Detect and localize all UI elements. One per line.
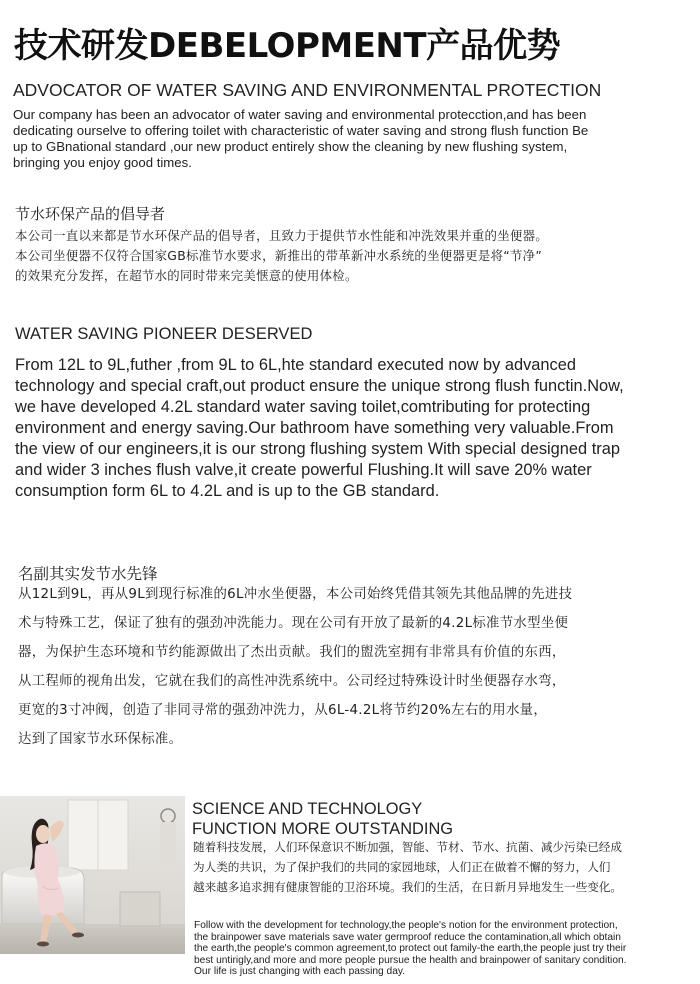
pioneer-en-line: technology and special craft,out product ensure the unique strong flush functin.Now, — [15, 377, 624, 395]
pioneer-cn-line: 达到了国家节水环保标准。 — [18, 732, 183, 747]
advocate-cn-heading: 节水环保产品的倡导者 — [15, 205, 166, 223]
page-title: 技术研发DEBELOPMENT产品优势 — [14, 26, 561, 66]
pioneer-cn-paragraph — [18, 580, 572, 754]
pioneer-cn-line: 更宽的3寸冲阀，创造了非同寻常的强劲冲洗力，从6L-4.2L将节约20%左右的用水量， — [18, 703, 548, 718]
advocate-cn-line: 本公司坐便器不仅符合国家GB标准节水要求，新推出的带革新冲水系统的坐便器更是将“节净” — [15, 248, 543, 263]
bathroom-photo — [0, 796, 185, 954]
pioneer-en-line: environment and energy saving.Our bathroom have something very valuable.From — [15, 419, 614, 437]
intro-en-line: up to GBnational standard ,our new product entirely show the cleaning by new flushing system, — [13, 139, 568, 154]
science-cn-line: 随着科技发展，人们环保意识不断加强，智能、节材、节水、抗菌、减少污染已经成 — [193, 840, 622, 854]
pioneer-en-paragraph — [15, 355, 624, 502]
science-en-line: the brainpower save materials save water germproof reduce the contamination,all which obtain — [194, 931, 621, 943]
page-subtitle: ADVOCATOR OF WATER SAVING AND ENVIRONMENTAL PROTECTION — [13, 80, 602, 100]
science-heading-line: FUNCTION MORE OUTSTANDING — [192, 820, 454, 838]
pioneer-cn-line: 器，为保护生态环境和节约能源做出了杰出贡献。我们的盥洗室拥有非常具有价值的东西， — [18, 645, 566, 660]
pioneer-cn-line: 从工程师的视角出发，它就在我们的高性冲洗系统中。公司经过特殊设计时坐便器存水弯， — [18, 674, 566, 689]
advocate-cn-paragraph — [15, 226, 548, 286]
science-cn-line: 越来越多追求拥有健康智能的卫浴环境。我们的生活，在日新月异地发生一些变化。 — [193, 880, 622, 894]
science-en-line: Follow with the development for technology,the people's notion for the environment protection, — [194, 920, 618, 931]
intro-en-line: dedicating ourselve to offering toilet with characteristic of water saving and strong flush function Be — [13, 123, 589, 138]
bathroom-illustration — [0, 796, 185, 954]
science-en-line: the earth,the people's common agreement,to protect out family-the earth,the people just try their — [194, 943, 627, 955]
science-cn-paragraph — [193, 837, 622, 897]
advocate-cn-line: 本公司一直以来都是节水环保产品的倡导者，且致力于提供节水性能和冲洗效果并重的坐便器。 — [15, 228, 549, 243]
intro-en-line: Our company has been an advocator of water saving and environmental protecction,and has been — [13, 107, 587, 122]
pioneer-en-line: consumption form 6L to 4.2L and is up to the GB standard. — [15, 482, 440, 500]
pioneer-en-line: we have developed 4.2L standard water saving toilet,comtributing for protecting — [15, 398, 591, 416]
science-heading-line: SCIENCE AND TECHNOLOGY — [192, 800, 423, 818]
intro-en-line: bringing you enjoy good times. — [13, 155, 192, 170]
pioneer-en-line: the view of our engineers,it is our strong flushing system With special designed trap — [15, 440, 620, 458]
pioneer-cn-heading: 名副其实发节水先锋 — [18, 565, 158, 583]
science-cn-line: 为人类的共识，为了保护我们的共同的家园地球，人们正在做着不懈的努力，人们 — [193, 860, 611, 874]
pioneer-en-line: and wider 3 inches flush valve,it create powerful Flushing.It will save 20% water — [15, 461, 592, 479]
pioneer-en-line: From 12L to 9L,futher ,from 9L to 6L,hte standard executed now by advanced — [15, 356, 576, 374]
pioneer-en-heading: WATER SAVING PIONEER DESERVED — [15, 325, 313, 343]
science-en-line: best untirigly,and more and more people pursue the health and brainpower of sanitary condition. — [194, 954, 627, 966]
science-en-line: Our life is just changing with each passing day. — [194, 966, 406, 978]
advocate-cn-line: 的效果充分发挥，在超节水的同时带来完美惬意的使用体检。 — [15, 268, 358, 283]
science-heading — [192, 799, 453, 839]
pioneer-cn-line: 从12L到9L，再从9L到现行标准的6L冲水坐便器，本公司始终凭借其领先其他品牌的先进技 — [18, 587, 573, 602]
intro-en-paragraph — [13, 107, 588, 171]
pioneer-cn-line: 术与特殊工艺，保证了独有的强劲冲洗能力。现在公司有开放了最新的4.2L标准节水型坐便 — [18, 616, 569, 631]
science-en-paragraph — [194, 920, 626, 978]
